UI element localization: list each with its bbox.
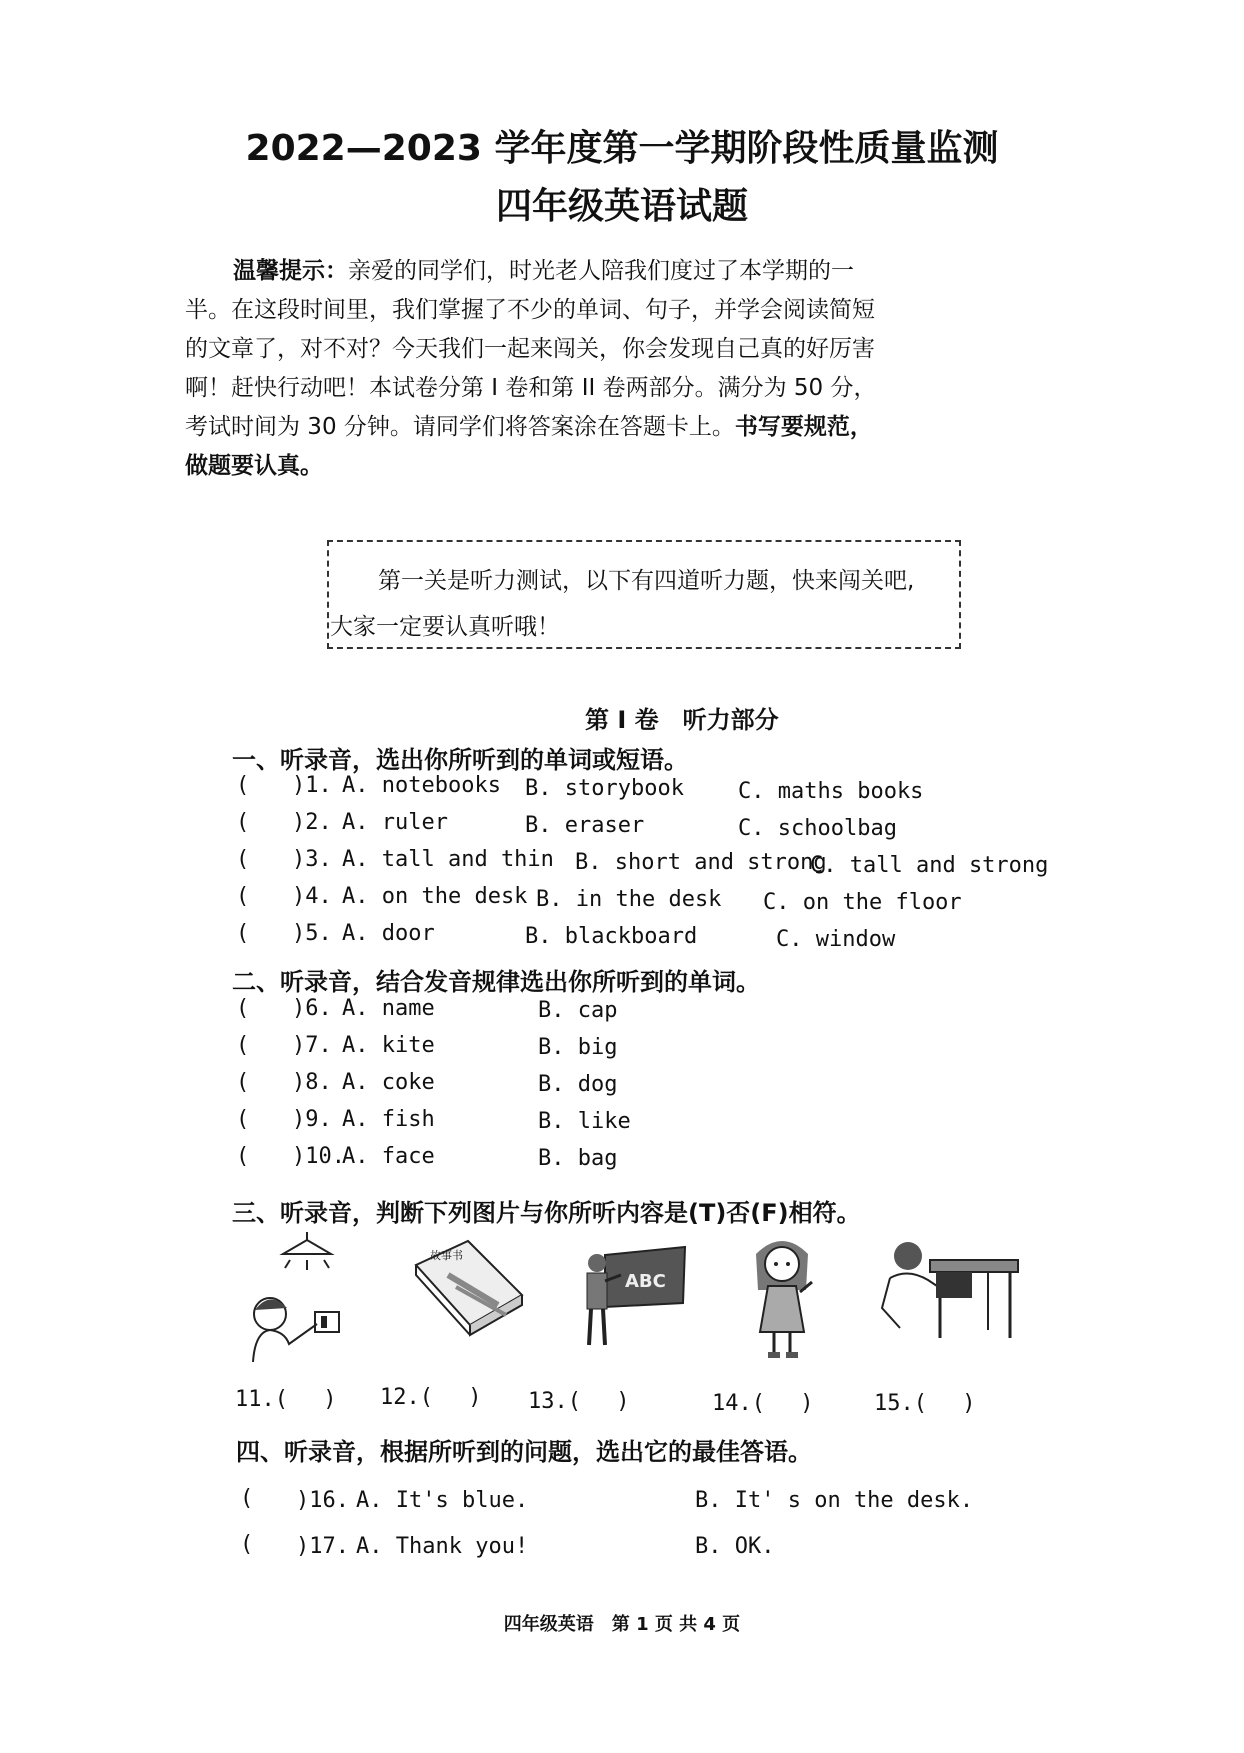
option-b: B. dog bbox=[538, 1072, 618, 1097]
answer-paren[interactable]: ( bbox=[236, 847, 250, 872]
question-number: )17. bbox=[296, 1534, 349, 1559]
option-a: A. tall and thin bbox=[342, 847, 554, 872]
notice-line2: 大家一定要认真听哦！ bbox=[330, 614, 560, 640]
option-a: A. coke bbox=[342, 1070, 435, 1095]
option-a: A. name bbox=[342, 996, 435, 1021]
exam-title-line2: 四年级英语试题 bbox=[495, 186, 748, 227]
option-a: A. kite bbox=[342, 1033, 435, 1058]
part1-title: 第 I 卷 听力部分 bbox=[585, 706, 779, 734]
intro-emphasis: 书写要规范，做题要认真。 bbox=[185, 414, 873, 479]
page-footer: 四年级英语 第 1 页 共 4 页 bbox=[503, 1614, 741, 1635]
question-number: )1. bbox=[292, 773, 332, 798]
question-number: )3. bbox=[292, 847, 332, 872]
option-b: B. blackboard bbox=[525, 924, 698, 949]
option-a: A. notebooks bbox=[342, 773, 501, 798]
question-number: )9. bbox=[292, 1107, 332, 1132]
question-number: )10. bbox=[292, 1144, 345, 1169]
answer-paren[interactable]: ( bbox=[236, 773, 250, 798]
option-b: B. cap bbox=[538, 998, 618, 1023]
option-b: B. short and strong bbox=[575, 850, 827, 875]
option-b: B. in the desk bbox=[536, 887, 722, 912]
option-c: C. on the floor bbox=[763, 890, 962, 915]
question-number: )7. bbox=[292, 1033, 332, 1058]
option-a: A. ruler bbox=[342, 810, 448, 835]
question-number: )16. bbox=[296, 1488, 349, 1513]
picture-label-15[interactable]: 15.( ) bbox=[874, 1391, 976, 1416]
option-c: C. tall and strong bbox=[810, 853, 1049, 878]
answer-paren[interactable]: ( bbox=[236, 1033, 250, 1058]
option-a: A. face bbox=[342, 1144, 435, 1169]
answer-paren[interactable]: ( bbox=[236, 996, 250, 1021]
picture-label-11[interactable]: 11.( ) bbox=[235, 1387, 337, 1412]
question-number: )6. bbox=[292, 996, 332, 1021]
answer-paren[interactable]: ( bbox=[240, 1486, 254, 1511]
picture-11-light-switch bbox=[235, 1232, 375, 1362]
picture-label-14[interactable]: 14.( ) bbox=[712, 1391, 814, 1416]
picture-13-blackboard bbox=[575, 1245, 695, 1355]
option-b: B. like bbox=[538, 1109, 631, 1134]
picture-15-desk bbox=[870, 1238, 1020, 1348]
answer-paren[interactable]: ( bbox=[240, 1532, 254, 1557]
answer-paren[interactable]: ( bbox=[236, 1107, 250, 1132]
answer-paren[interactable]: ( bbox=[236, 921, 250, 946]
option-b: B. bag bbox=[538, 1146, 618, 1171]
option-a: A. fish bbox=[342, 1107, 435, 1132]
intro-label: 温馨提示： bbox=[233, 258, 348, 284]
section1-heading: 一、听录音，选出你所听到的单词或短语。 bbox=[232, 746, 688, 774]
picture-14-girl bbox=[742, 1232, 822, 1362]
option-a: A. It's blue. bbox=[356, 1488, 529, 1513]
storybook-cover-text: 故事书 bbox=[430, 1249, 463, 1262]
answer-paren[interactable]: ( bbox=[236, 810, 250, 835]
section2-heading: 二、听录音，结合发音规律选出你所听到的单词。 bbox=[232, 968, 760, 996]
option-c: C. schoolbag bbox=[738, 816, 897, 841]
answer-paren[interactable]: ( bbox=[236, 1144, 250, 1169]
option-c: C. window bbox=[776, 927, 896, 952]
question-number: )5. bbox=[292, 921, 332, 946]
answer-paren[interactable]: ( bbox=[236, 1070, 250, 1095]
exam-title-line1: 2022—2023 学年度第一学期阶段性质量监测 bbox=[245, 128, 999, 169]
option-b: B. OK. bbox=[695, 1534, 775, 1559]
picture-label-12[interactable]: 12.( ) bbox=[380, 1385, 482, 1410]
option-a: A. Thank you! bbox=[356, 1534, 529, 1559]
answer-paren[interactable]: ( bbox=[236, 884, 250, 909]
question-number: )2. bbox=[292, 810, 332, 835]
picture-12-storybooks bbox=[408, 1235, 528, 1345]
question-number: )4. bbox=[292, 884, 332, 909]
section4-heading: 四、听录音，根据所听到的问题，选出它的最佳答语。 bbox=[236, 1438, 812, 1466]
option-a: A. on the desk bbox=[342, 884, 528, 909]
section3-heading: 三、听录音，判断下列图片与你所听内容是(T)否(F)相符。 bbox=[232, 1199, 861, 1227]
option-a: A. door bbox=[342, 921, 435, 946]
intro-text: 亲爱的同学们，时光老人陪我们度过了本学期的一半。在这段时间里，我们掌握了不少的单词、句子，并学会阅读简短的文章了，对不对？今天我们一起来闯关，你会发现自己真的好厉害啊！赶快行动吧！本试卷分第 I 卷和第 II 卷两部分。满分为 50 分，考试时间为 30 分钟。请同学们将答案涂在答题卡上。 bbox=[185, 258, 877, 440]
question-number: )8. bbox=[292, 1070, 332, 1095]
picture-label-13[interactable]: 13.( ) bbox=[528, 1389, 630, 1414]
notice-line1: 第一关是听力测试，以下有四道听力题，快来闯关吧, bbox=[378, 568, 915, 594]
intro-paragraph bbox=[185, 252, 885, 486]
option-b: B. eraser bbox=[525, 813, 645, 838]
blackboard-text: ABC bbox=[625, 1271, 666, 1292]
option-c: C. maths books bbox=[738, 779, 924, 804]
option-b: B. It' s on the desk. bbox=[695, 1488, 974, 1513]
option-b: B. storybook bbox=[525, 776, 684, 801]
option-b: B. big bbox=[538, 1035, 618, 1060]
